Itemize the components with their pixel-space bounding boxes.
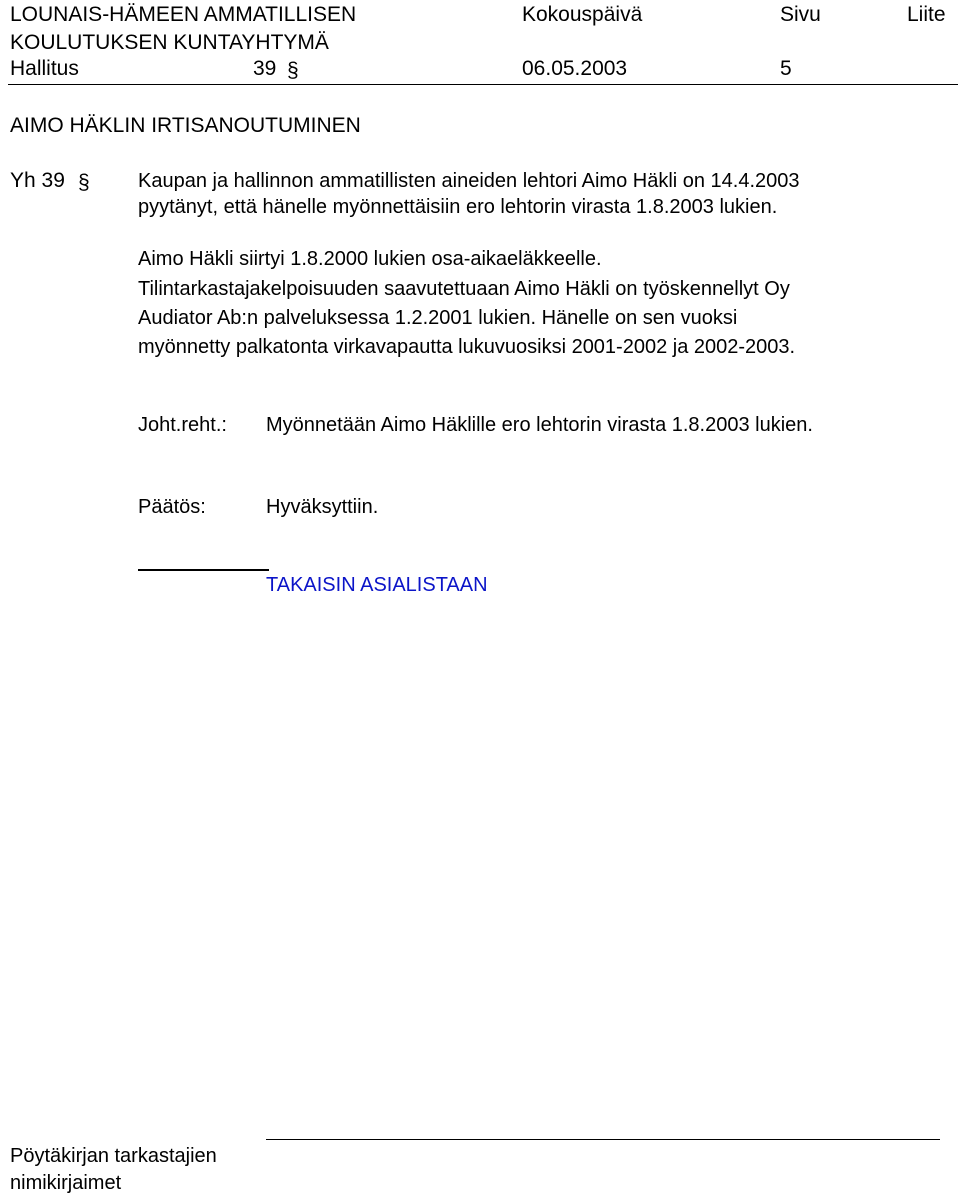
paragraph-line: Kaupan ja hallinnon ammatillisten aineiden lehtori Aimo Häkli on 14.4.2003 (138, 170, 800, 192)
footer-label-line1: Pöytäkirjan tarkastajien (10, 1145, 217, 1167)
decision-text: Hyväksyttiin. (266, 496, 379, 518)
item-number: Yh 39 (10, 169, 65, 192)
governing-body: Hallitus (10, 57, 79, 80)
paragraph-line: pyytänyt, että hänelle myönnettäisiin ero lehtorin virasta 1.8.2003 lukien. (138, 196, 778, 218)
meeting-date-label: Kokouspäivä (522, 3, 643, 26)
page-label: Sivu (780, 3, 821, 26)
footer-label-line2: nimikirjaimet (10, 1172, 122, 1194)
section-sign-icon: § (78, 171, 90, 194)
paragraph-line: myönnetty palkatonta virkavapautta lukuvuosiksi 2001-2002 ja 2002-2003. (138, 336, 796, 358)
section-sign-icon: § (287, 59, 299, 82)
signature-line (266, 1139, 940, 1140)
paragraph-line: Audiator Ab:n palveluksessa 1.2.2001 lukien. Hänelle on sen vuoksi (138, 307, 738, 329)
meeting-date-value: 06.05.2003 (522, 57, 628, 80)
page-number: 5 (780, 57, 792, 80)
decision-label: Päätös: (138, 496, 206, 518)
header-divider (8, 84, 958, 85)
page-title: AIMO HÄKLIN IRTISANOUTUMINEN (10, 114, 361, 137)
attachment-label: Liite (907, 3, 946, 26)
proposal-text: Myönnetään Aimo Häklille ero lehtorin virasta 1.8.2003 lukien. (266, 414, 813, 436)
organization-name-line1: LOUNAIS-HÄMEEN AMMATILLISEN (10, 3, 357, 26)
separator-line (138, 569, 269, 571)
organization-name-line2: KOULUTUKSEN KUNTAYHTYMÄ (10, 31, 329, 54)
paragraph-line: Aimo Häkli siirtyi 1.8.2000 lukien osa-aikaeläkkeelle. (138, 248, 602, 270)
proposal-label: Joht.reht.: (138, 414, 227, 436)
paragraph-line: Tilintarkastajakelpoisuuden saavutettuaan Aimo Häkli on työskennellyt Oy (138, 278, 790, 300)
back-to-agenda-link[interactable]: TAKAISIN ASIALISTAAN (266, 574, 488, 596)
section-number: 39 (253, 57, 277, 80)
